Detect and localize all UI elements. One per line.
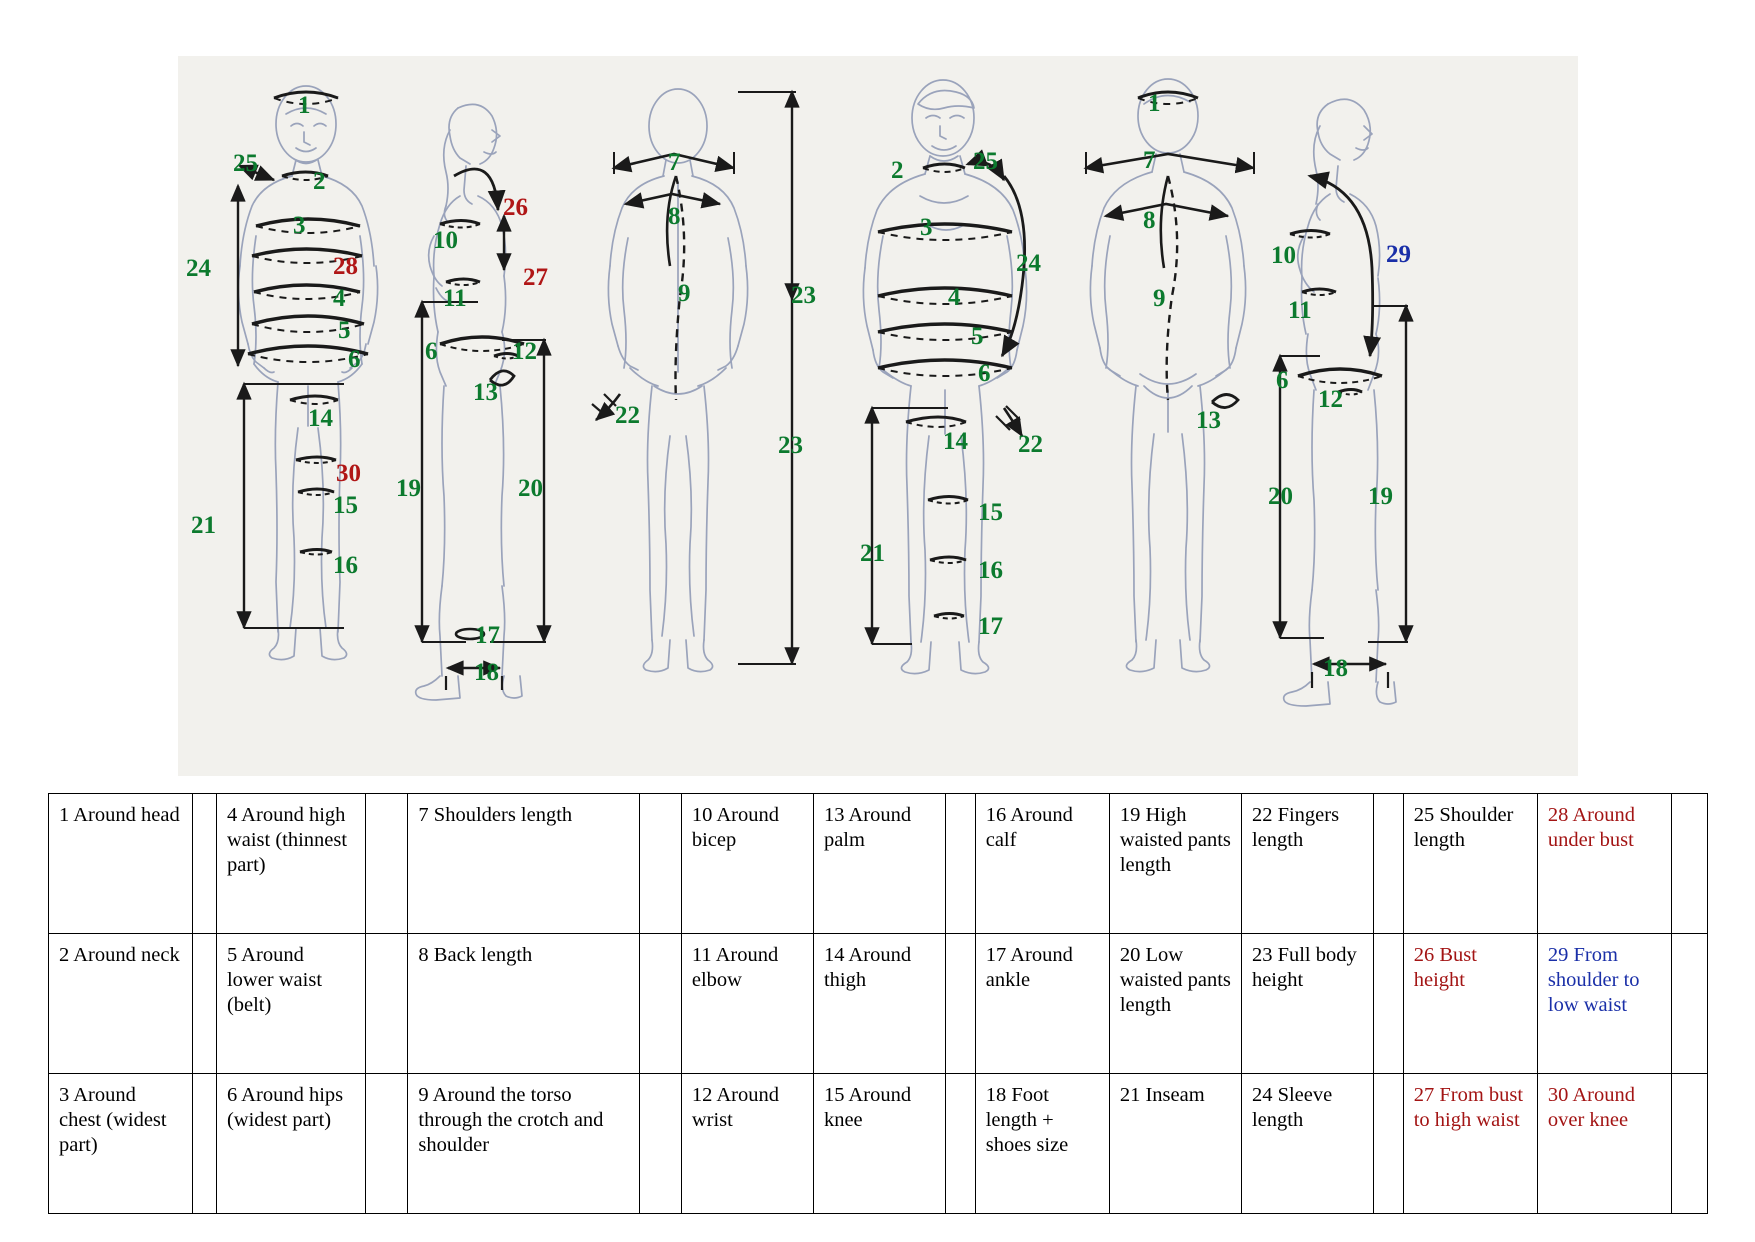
- legend-spacer: [1374, 794, 1404, 934]
- measurement-label-19: 19: [1368, 483, 1393, 510]
- measurement-label-11: 11: [443, 285, 467, 312]
- measurement-label-23: 23: [791, 282, 816, 309]
- measurement-label-3: 3: [920, 214, 933, 241]
- measurement-label-10: 10: [1271, 242, 1296, 269]
- legend-cell: 19 High waisted pants length: [1109, 794, 1241, 934]
- measurement-label-11: 11: [1288, 297, 1312, 324]
- legend-spacer: [946, 934, 976, 1074]
- measurement-label-22: 22: [1018, 431, 1043, 458]
- measurement-label-14: 14: [943, 428, 968, 455]
- legend-cell: 21 Inseam: [1109, 1074, 1241, 1214]
- legend-cell: 7 Shoulders length: [408, 794, 639, 934]
- measurement-label-13: 13: [1196, 407, 1221, 434]
- legend-cell: 3 Around chest (widest part): [49, 1074, 193, 1214]
- table-row: [49, 794, 1708, 934]
- legend-cell: 20 Low waisted pants length: [1109, 934, 1241, 1074]
- measurement-label-8: 8: [1143, 207, 1156, 234]
- measurement-label-20: 20: [1268, 483, 1293, 510]
- measurement-label-13: 13: [473, 379, 498, 406]
- measurement-label-16: 16: [333, 552, 358, 579]
- measurement-label-4: 4: [333, 285, 346, 312]
- measurement-label-25: 25: [973, 148, 998, 175]
- legend-cell: 6 Around hips (widest part): [216, 1074, 366, 1214]
- measurement-label-25: 25: [233, 150, 258, 177]
- measurement-label-22: 22: [615, 402, 640, 429]
- measurement-diagram: [178, 56, 1578, 776]
- legend-cell: 16 Around calf: [975, 794, 1109, 934]
- measurement-label-17: 17: [475, 622, 500, 649]
- legend-cell: 30 Around over knee: [1537, 1074, 1671, 1214]
- measurement-label-26: 26: [503, 194, 528, 221]
- legend-cell: 15 Around knee: [813, 1074, 945, 1214]
- legend-cell: 14 Around thigh: [813, 934, 945, 1074]
- legend-spacer: [1374, 1074, 1404, 1214]
- measurement-label-24: 24: [186, 255, 211, 282]
- legend-spacer: [1672, 794, 1708, 934]
- legend-cell: 22 Fingers length: [1241, 794, 1373, 934]
- measurement-label-23: 23: [778, 432, 803, 459]
- legend-spacer: [1672, 1074, 1708, 1214]
- measurement-label-19: 19: [396, 475, 421, 502]
- legend-cell: 29 From shoulder to low waist: [1537, 934, 1671, 1074]
- measurement-label-4: 4: [948, 284, 961, 311]
- measurement-label-15: 15: [978, 499, 1003, 526]
- measurement-lines: [238, 92, 1408, 690]
- legend-spacer: [193, 794, 217, 934]
- legend-cell: 25 Shoulder length: [1403, 794, 1537, 934]
- measurement-label-21: 21: [860, 540, 885, 567]
- legend-spacer: [1374, 934, 1404, 1074]
- legend-spacer: [366, 794, 408, 934]
- measurement-label-2: 2: [891, 157, 904, 184]
- measurement-label-5: 5: [971, 323, 984, 350]
- figures-svg: [178, 56, 1578, 776]
- legend-cell: 10 Around bicep: [681, 794, 813, 934]
- measurement-label-9: 9: [678, 280, 691, 307]
- legend-spacer: [193, 934, 217, 1074]
- measurement-label-6: 6: [348, 346, 361, 373]
- measurement-label-5: 5: [338, 317, 351, 344]
- measurement-label-27: 27: [523, 264, 548, 291]
- measurement-label-21: 21: [191, 512, 216, 539]
- legend-cell: 24 Sleeve length: [1241, 1074, 1373, 1214]
- legend-cell: 26 Bust height: [1403, 934, 1537, 1074]
- measurement-label-14: 14: [308, 405, 333, 432]
- legend-spacer: [639, 1074, 681, 1214]
- measurement-label-2: 2: [313, 168, 326, 195]
- legend-spacer: [946, 794, 976, 934]
- measurement-label-8: 8: [668, 203, 681, 230]
- legend-cell: 1 Around head: [49, 794, 193, 934]
- measurement-label-16: 16: [978, 557, 1003, 584]
- measurement-label-1: 1: [298, 92, 311, 119]
- legend-cell: 5 Around lower waist (belt): [216, 934, 366, 1074]
- measurement-label-18: 18: [1323, 655, 1348, 682]
- legend-cell: 12 Around wrist: [681, 1074, 813, 1214]
- legend-cell: 28 Around under bust: [1537, 794, 1671, 934]
- measurement-label-28: 28: [333, 253, 358, 280]
- table-row: [49, 1074, 1708, 1214]
- legend-spacer: [193, 1074, 217, 1214]
- measurement-label-29: 29: [1386, 241, 1411, 268]
- legend-cell: 4 Around high waist (thinnest part): [216, 794, 366, 934]
- measurement-label-7: 7: [668, 149, 681, 176]
- legend-cell: 8 Back length: [408, 934, 639, 1074]
- measurement-label-3: 3: [293, 212, 306, 239]
- measurement-label-15: 15: [333, 492, 358, 519]
- legend-cell: 2 Around neck: [49, 934, 193, 1074]
- body-outlines: [238, 79, 1396, 706]
- legend-spacer: [639, 934, 681, 1074]
- measurement-label-18: 18: [474, 659, 499, 686]
- legend-cell: 13 Around palm: [813, 794, 945, 934]
- measurement-label-12: 12: [512, 338, 537, 365]
- legend-cell: 11 Around elbow: [681, 934, 813, 1074]
- measurement-label-6: 6: [1276, 367, 1289, 394]
- measurement-label-6: 6: [425, 338, 438, 365]
- legend-table: [48, 793, 1708, 1214]
- measurement-label-7: 7: [1143, 147, 1156, 174]
- legend-spacer: [1672, 934, 1708, 1074]
- legend-cell: 9 Around the torso through the crotch and shoulder: [408, 1074, 639, 1214]
- legend-cell: 23 Full body height: [1241, 934, 1373, 1074]
- measurement-label-12: 12: [1318, 386, 1343, 413]
- legend-cell: 17 Around ankle: [975, 934, 1109, 1074]
- legend-cell: 27 From bust to high waist: [1403, 1074, 1537, 1214]
- measurement-label-1: 1: [1148, 90, 1161, 117]
- measurement-label-30: 30: [336, 460, 361, 487]
- legend-spacer: [366, 1074, 408, 1214]
- legend-spacer: [639, 794, 681, 934]
- measurement-label-17: 17: [978, 613, 1003, 640]
- measurement-label-24: 24: [1016, 250, 1041, 277]
- measurement-label-10: 10: [433, 227, 458, 254]
- legend-spacer: [366, 934, 408, 1074]
- measurement-label-9: 9: [1153, 285, 1166, 312]
- legend-spacer: [946, 1074, 976, 1214]
- table-row: [49, 934, 1708, 1074]
- legend-cell: 18 Foot length + shoes size: [975, 1074, 1109, 1214]
- measurement-label-20: 20: [518, 475, 543, 502]
- measurement-label-6: 6: [978, 360, 991, 387]
